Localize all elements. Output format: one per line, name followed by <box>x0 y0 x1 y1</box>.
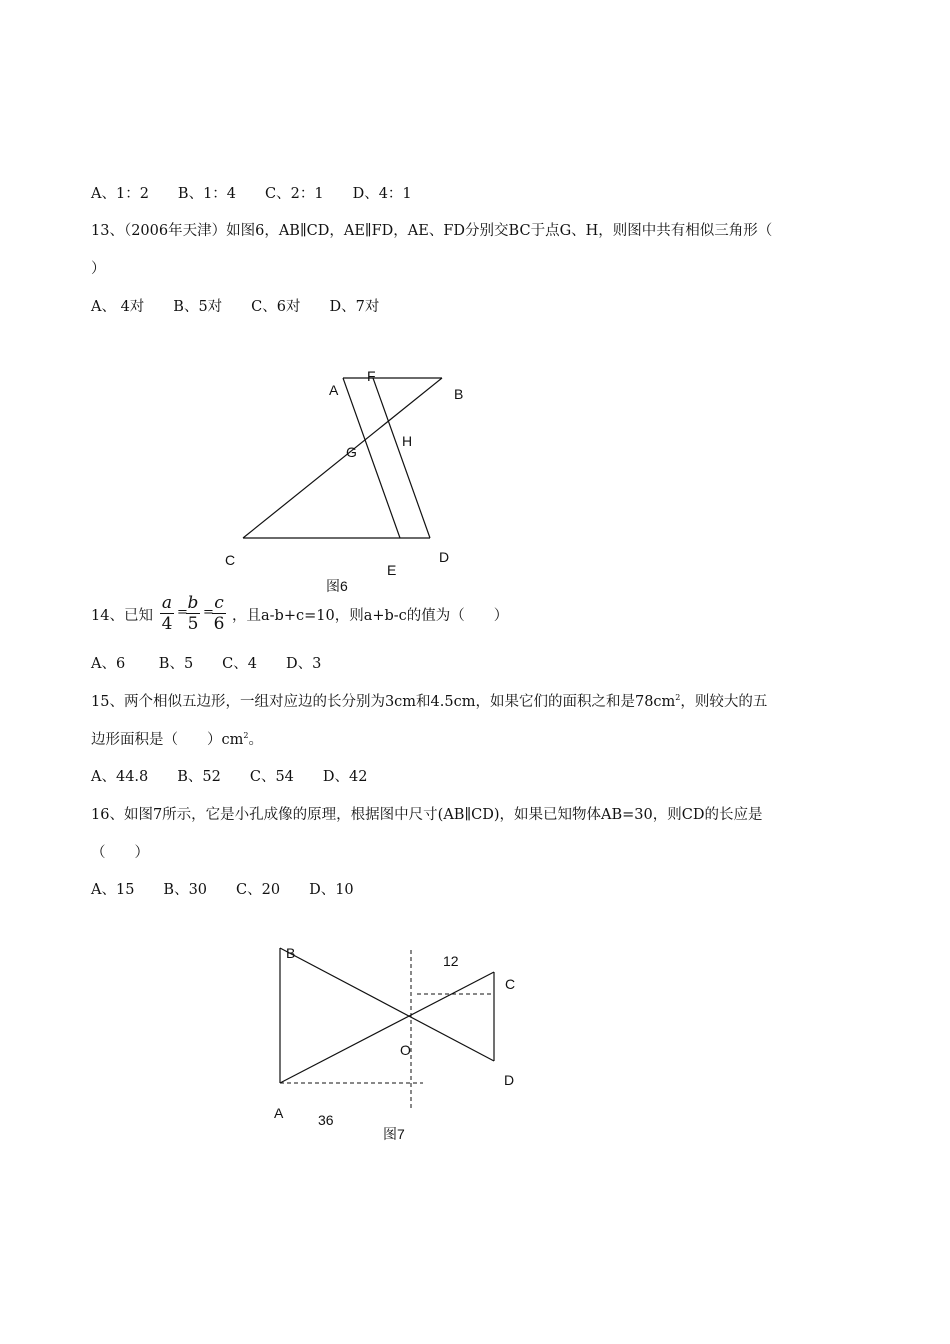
fig6-caption: 图6 <box>326 578 348 594</box>
fig7-dim-top: 12 <box>443 953 459 969</box>
q15-line1-text: 15、两个相似五边形，一组对应边的长分别为3cm和4.5cm，如果它们的面积之和是78cm <box>91 694 676 710</box>
fraction-denominator: 5 <box>187 614 199 634</box>
fraction-numerator: c <box>214 593 224 613</box>
fig6-label-b: B <box>454 386 464 402</box>
fig7-label-a: A <box>274 1105 284 1121</box>
fig6-label-h: H <box>402 433 413 449</box>
fig7-caption: 图7 <box>383 1126 405 1142</box>
fraction-denominator: 6 <box>213 614 225 634</box>
q13-options: A、 4对 B、5对 C、6对 D、7对 <box>91 299 380 315</box>
fig7-label-b: B <box>286 945 296 961</box>
fig6-segment-fd <box>373 378 430 538</box>
fig6-label-f: F <box>367 368 376 384</box>
figure-7 <box>0 930 950 1160</box>
q14-fraction-a-over-4 <box>160 594 174 633</box>
fig6-label-d: D <box>439 549 450 565</box>
q15-line2-text: 边形面积是（ ）cm <box>91 732 244 748</box>
fraction-numerator: b <box>187 593 199 613</box>
fraction-numerator: a <box>161 593 173 613</box>
q14-suffix: ，且a-b+c=10，则a+b-c的值为（ ） <box>232 608 509 624</box>
q15-line1-tail: ，则较大的五 <box>680 694 768 710</box>
fig7-label-o: O <box>400 1042 411 1058</box>
q15-line2-tail: 。 <box>248 732 263 748</box>
q13-stem-line2: ） <box>91 261 106 277</box>
superscript: 2 <box>243 731 249 741</box>
fig6-label-e: E <box>387 562 397 578</box>
q15-stem-line1 <box>91 690 767 711</box>
q14-fraction-b-over-5 <box>186 594 200 633</box>
fig6-label-a: A <box>329 382 339 398</box>
figure-6 <box>0 0 950 600</box>
q14-options: A、6 B、5 C、4 D、3 <box>91 656 322 672</box>
fig6-label-c: C <box>225 552 236 568</box>
fig7-segment-ac <box>280 972 494 1083</box>
superscript: 2 <box>675 693 681 703</box>
q16-options: A、15 B、30 C、20 D、10 <box>91 882 354 898</box>
q16-stem-line1: 16、如图7所示，它是小孔成像的原理，根据图中尺寸(AB∥CD)，如果已知物体AB=30，则CD的长应是 <box>91 807 763 823</box>
q14-prefix: 14、已知 <box>91 608 153 624</box>
q16-stem-line2: （ ） <box>91 845 149 861</box>
q13-stem-line1: 13、（2006年天津）如图6，AB∥CD，AE∥FD，AE、FD分别交BC于点G、H，则图中共有相似三角形（ <box>91 223 773 239</box>
fig7-segment-bd <box>280 948 494 1061</box>
fraction-denominator: 4 <box>161 614 173 634</box>
q15-stem-line2 <box>91 728 263 749</box>
fig6-label-g: G <box>346 444 357 460</box>
q12-options: A、1：2 B、1：4 C、2：1 D、4：1 <box>91 186 412 202</box>
equals-sign: = <box>177 605 188 620</box>
fig7-label-d: D <box>504 1072 515 1088</box>
q14-fraction-c-over-6 <box>212 594 226 633</box>
q15-options: A、44.8 B、52 C、54 D、42 <box>91 769 368 785</box>
equals-sign: = <box>203 605 214 620</box>
fig6-segment-bc <box>243 378 442 538</box>
fig7-dim-bottom: 36 <box>318 1112 334 1128</box>
fig7-label-c: C <box>505 976 516 992</box>
